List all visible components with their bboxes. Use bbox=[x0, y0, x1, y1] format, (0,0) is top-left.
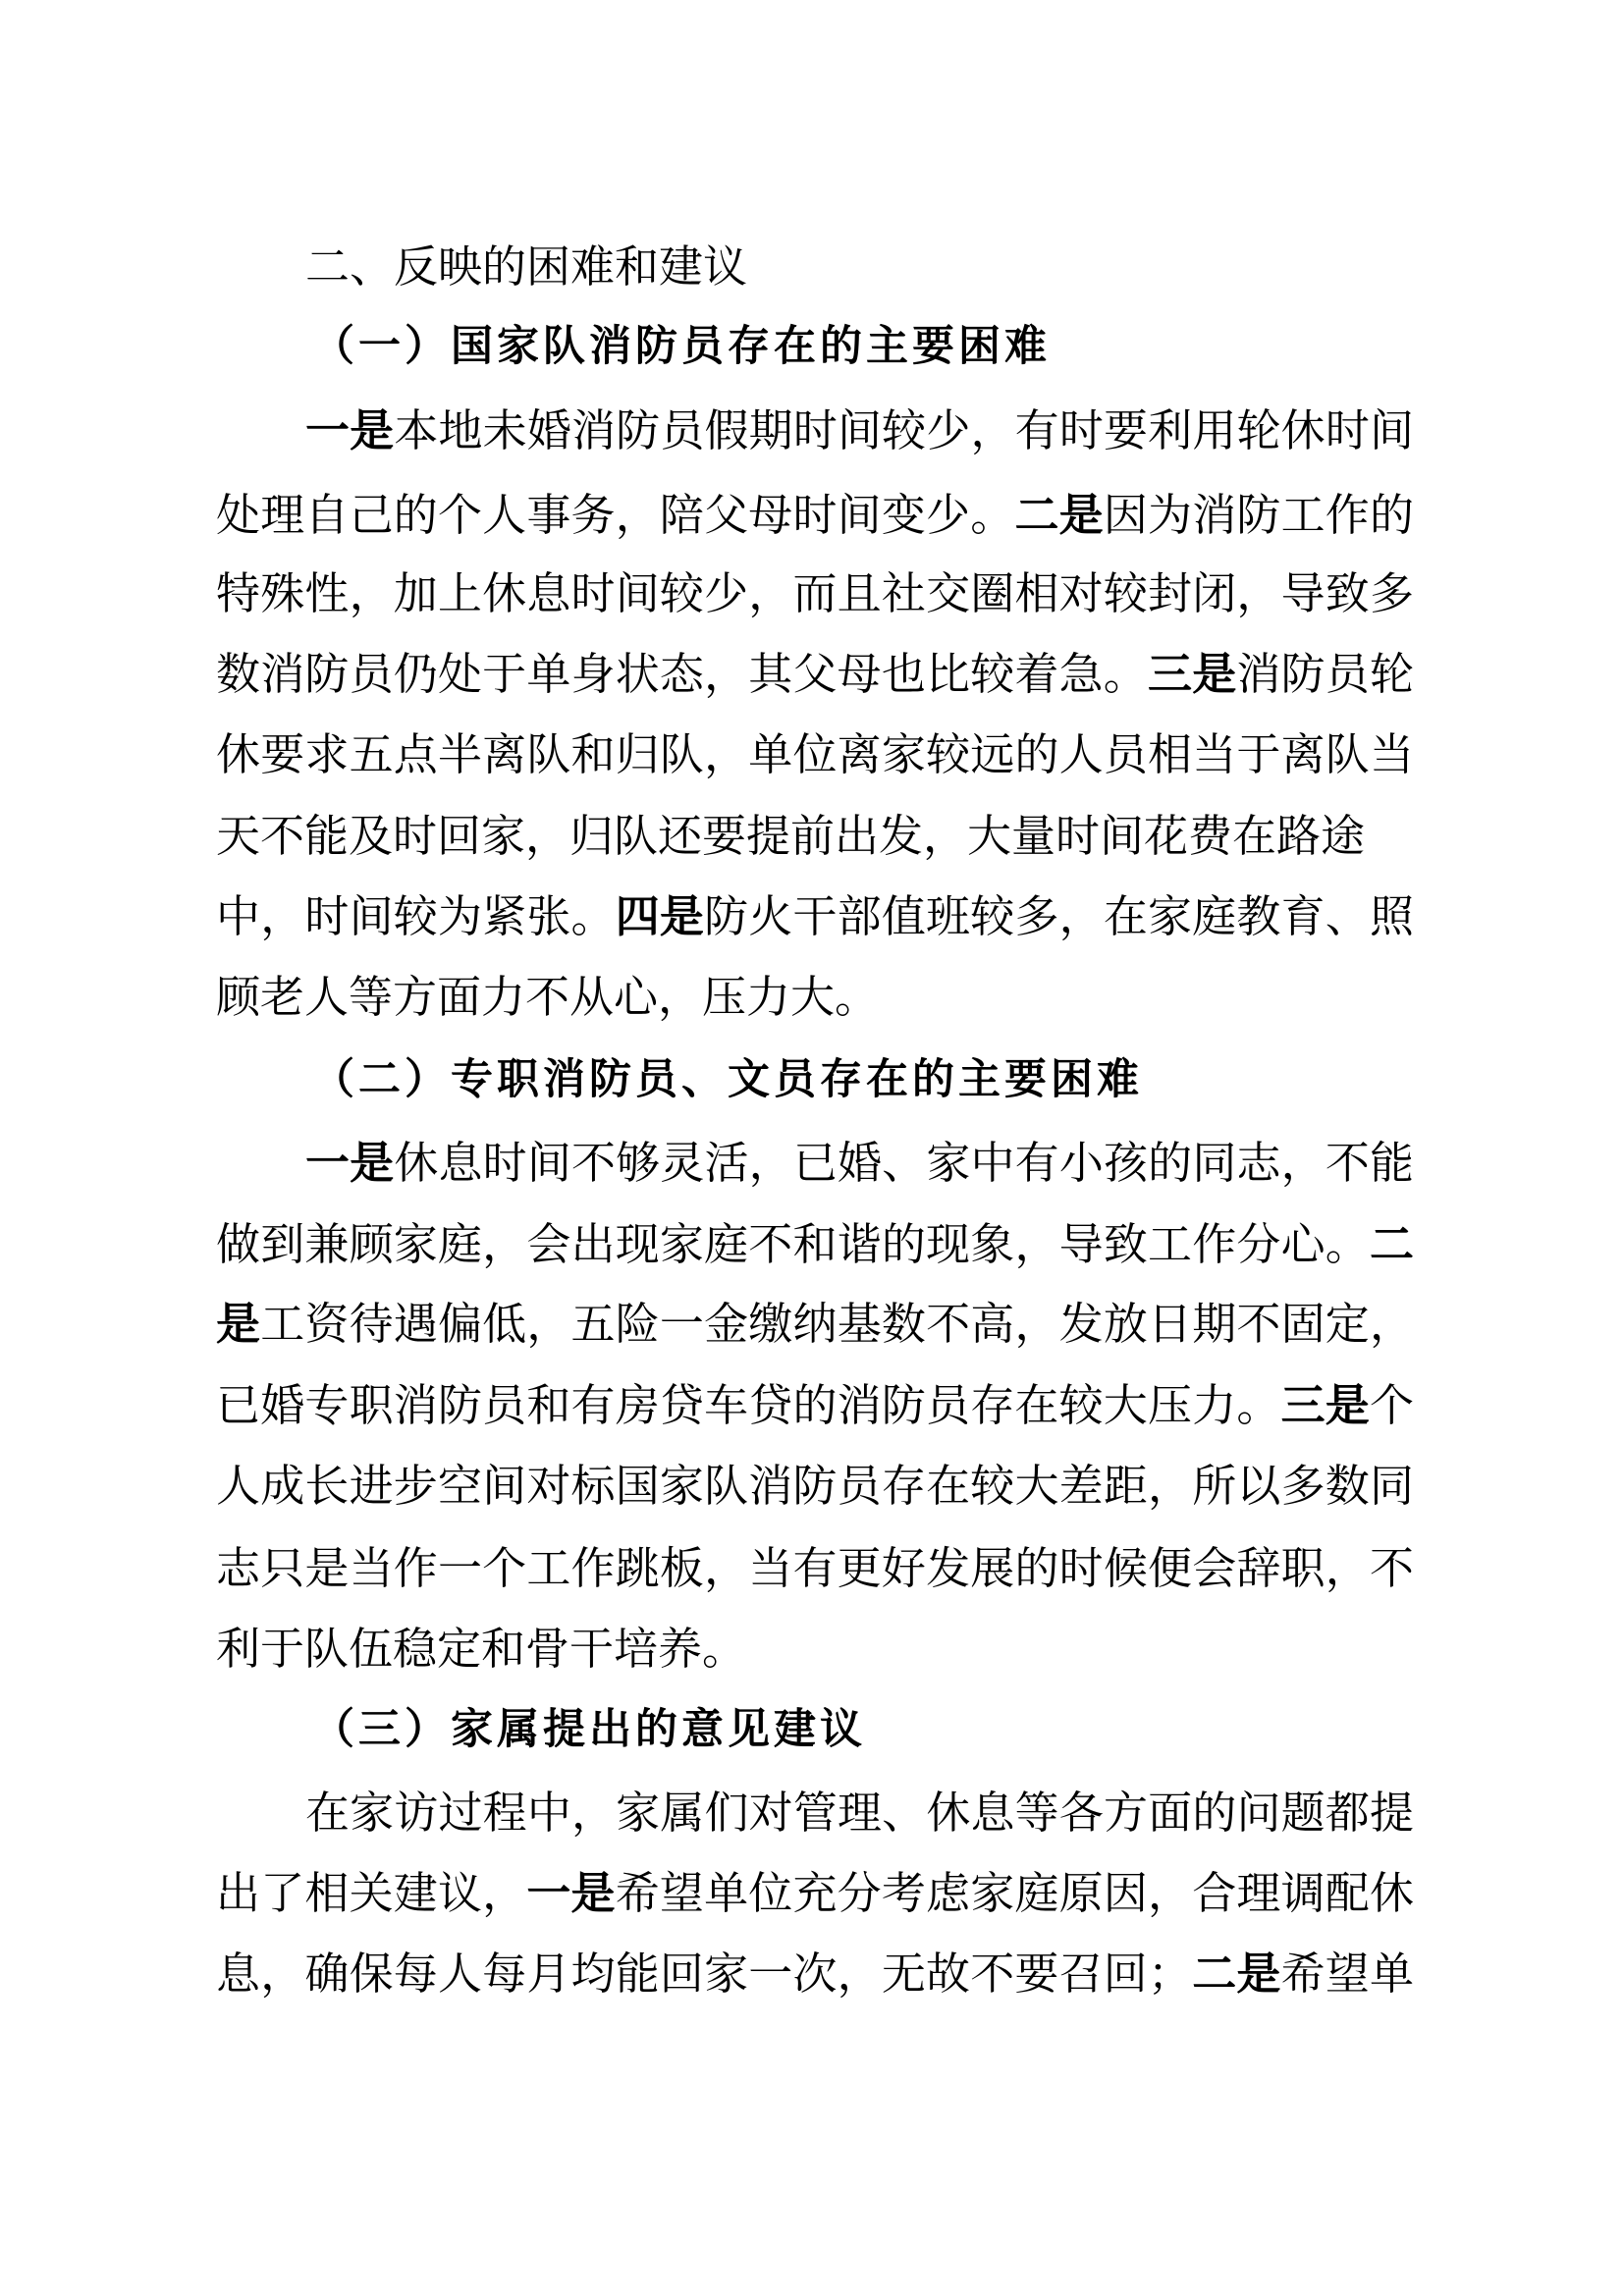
paragraph-1-line-7: 中，时间较为紧张。四是防火干部值班较多，在家庭教育、照 bbox=[216, 890, 1414, 942]
paragraph-1-line-6: 天不能及时回家，归队还要提前出发，大量时间花费在路途 bbox=[216, 810, 1366, 862]
paragraph-1-line-8: 顾老人等方面力不从心，压力大。 bbox=[216, 971, 880, 1023]
bold-marker: 二是 bbox=[1192, 1948, 1281, 2000]
bold-marker: 一是 bbox=[305, 404, 395, 456]
bold-marker: 是 bbox=[216, 1298, 261, 1350]
paragraph-2-line-4: 已婚专职消防员和有房贷车贷的消防员存在较大压力。三是个 bbox=[216, 1379, 1414, 1431]
bold-marker: 三是 bbox=[1148, 648, 1237, 700]
paragraph-3-line-3: 息，确保每人每月均能回家一次，无故不要召回；二是希望单 bbox=[216, 1948, 1414, 2000]
paragraph-2-line-7: 利于队伍稳定和骨干培养。 bbox=[216, 1623, 747, 1675]
bold-marker: 一是 bbox=[305, 1137, 395, 1189]
paragraph-2-line-5: 人成长进步空间对标国家队消防员存在较大差距，所以多数同 bbox=[216, 1460, 1414, 1512]
bold-marker: 二 bbox=[1369, 1218, 1414, 1270]
subheading-1: （一）国家队消防员存在的主要困难 bbox=[312, 322, 1051, 371]
paragraph-2-line-3: 是工资待遇偏低，五险一金缴纳基数不高，发放日期不固定， bbox=[216, 1298, 1414, 1350]
paragraph-2-line-2: 做到兼顾家庭，会出现家庭不和谐的现象，导致工作分心。二 bbox=[216, 1218, 1414, 1270]
bold-marker: 四是 bbox=[615, 890, 705, 942]
paragraph-1-line-3: 特殊性，加上休息时间较少，而且社交圈相对较封闭，导致多 bbox=[216, 567, 1414, 619]
paragraph-1-line-2: 处理自己的个人事务，陪父母时间变少。二是因为消防工作的 bbox=[216, 489, 1414, 541]
paragraph-2-line-1: 一是休息时间不够灵活，已婚、家中有小孩的同志，不能 bbox=[305, 1137, 1414, 1189]
paragraph-1-line-1: 一是本地未婚消防员假期时间较少，有时要利用轮休时间 bbox=[305, 404, 1414, 456]
paragraph-3-line-1: 在家访过程中，家属们对管理、休息等各方面的问题都提 bbox=[305, 1787, 1414, 1839]
paragraph-1-line-5: 休要求五点半离队和归队，单位离家较远的人员相当于离队当 bbox=[216, 728, 1414, 780]
paragraph-1-line-4: 数消防员仍处于单身状态，其父母也比较着急。三是消防员轮 bbox=[216, 648, 1414, 700]
paragraph-3-line-2: 出了相关建议，一是希望单位充分考虑家庭原因，合理调配休 bbox=[216, 1867, 1414, 1919]
bold-marker: 一是 bbox=[526, 1867, 616, 1919]
section-heading: 二、反映的困难和建议 bbox=[305, 240, 748, 293]
subheading-3: （三）家属提出的意见建议 bbox=[312, 1705, 866, 1754]
bold-marker: 三是 bbox=[1280, 1379, 1370, 1431]
bold-marker: 二是 bbox=[1014, 489, 1104, 541]
paragraph-2-line-6: 志只是当作一个工作跳板，当有更好发展的时候便会辞职，不 bbox=[216, 1542, 1414, 1594]
subheading-2: （二）专职消防员、文员存在的主要困难 bbox=[312, 1055, 1143, 1104]
